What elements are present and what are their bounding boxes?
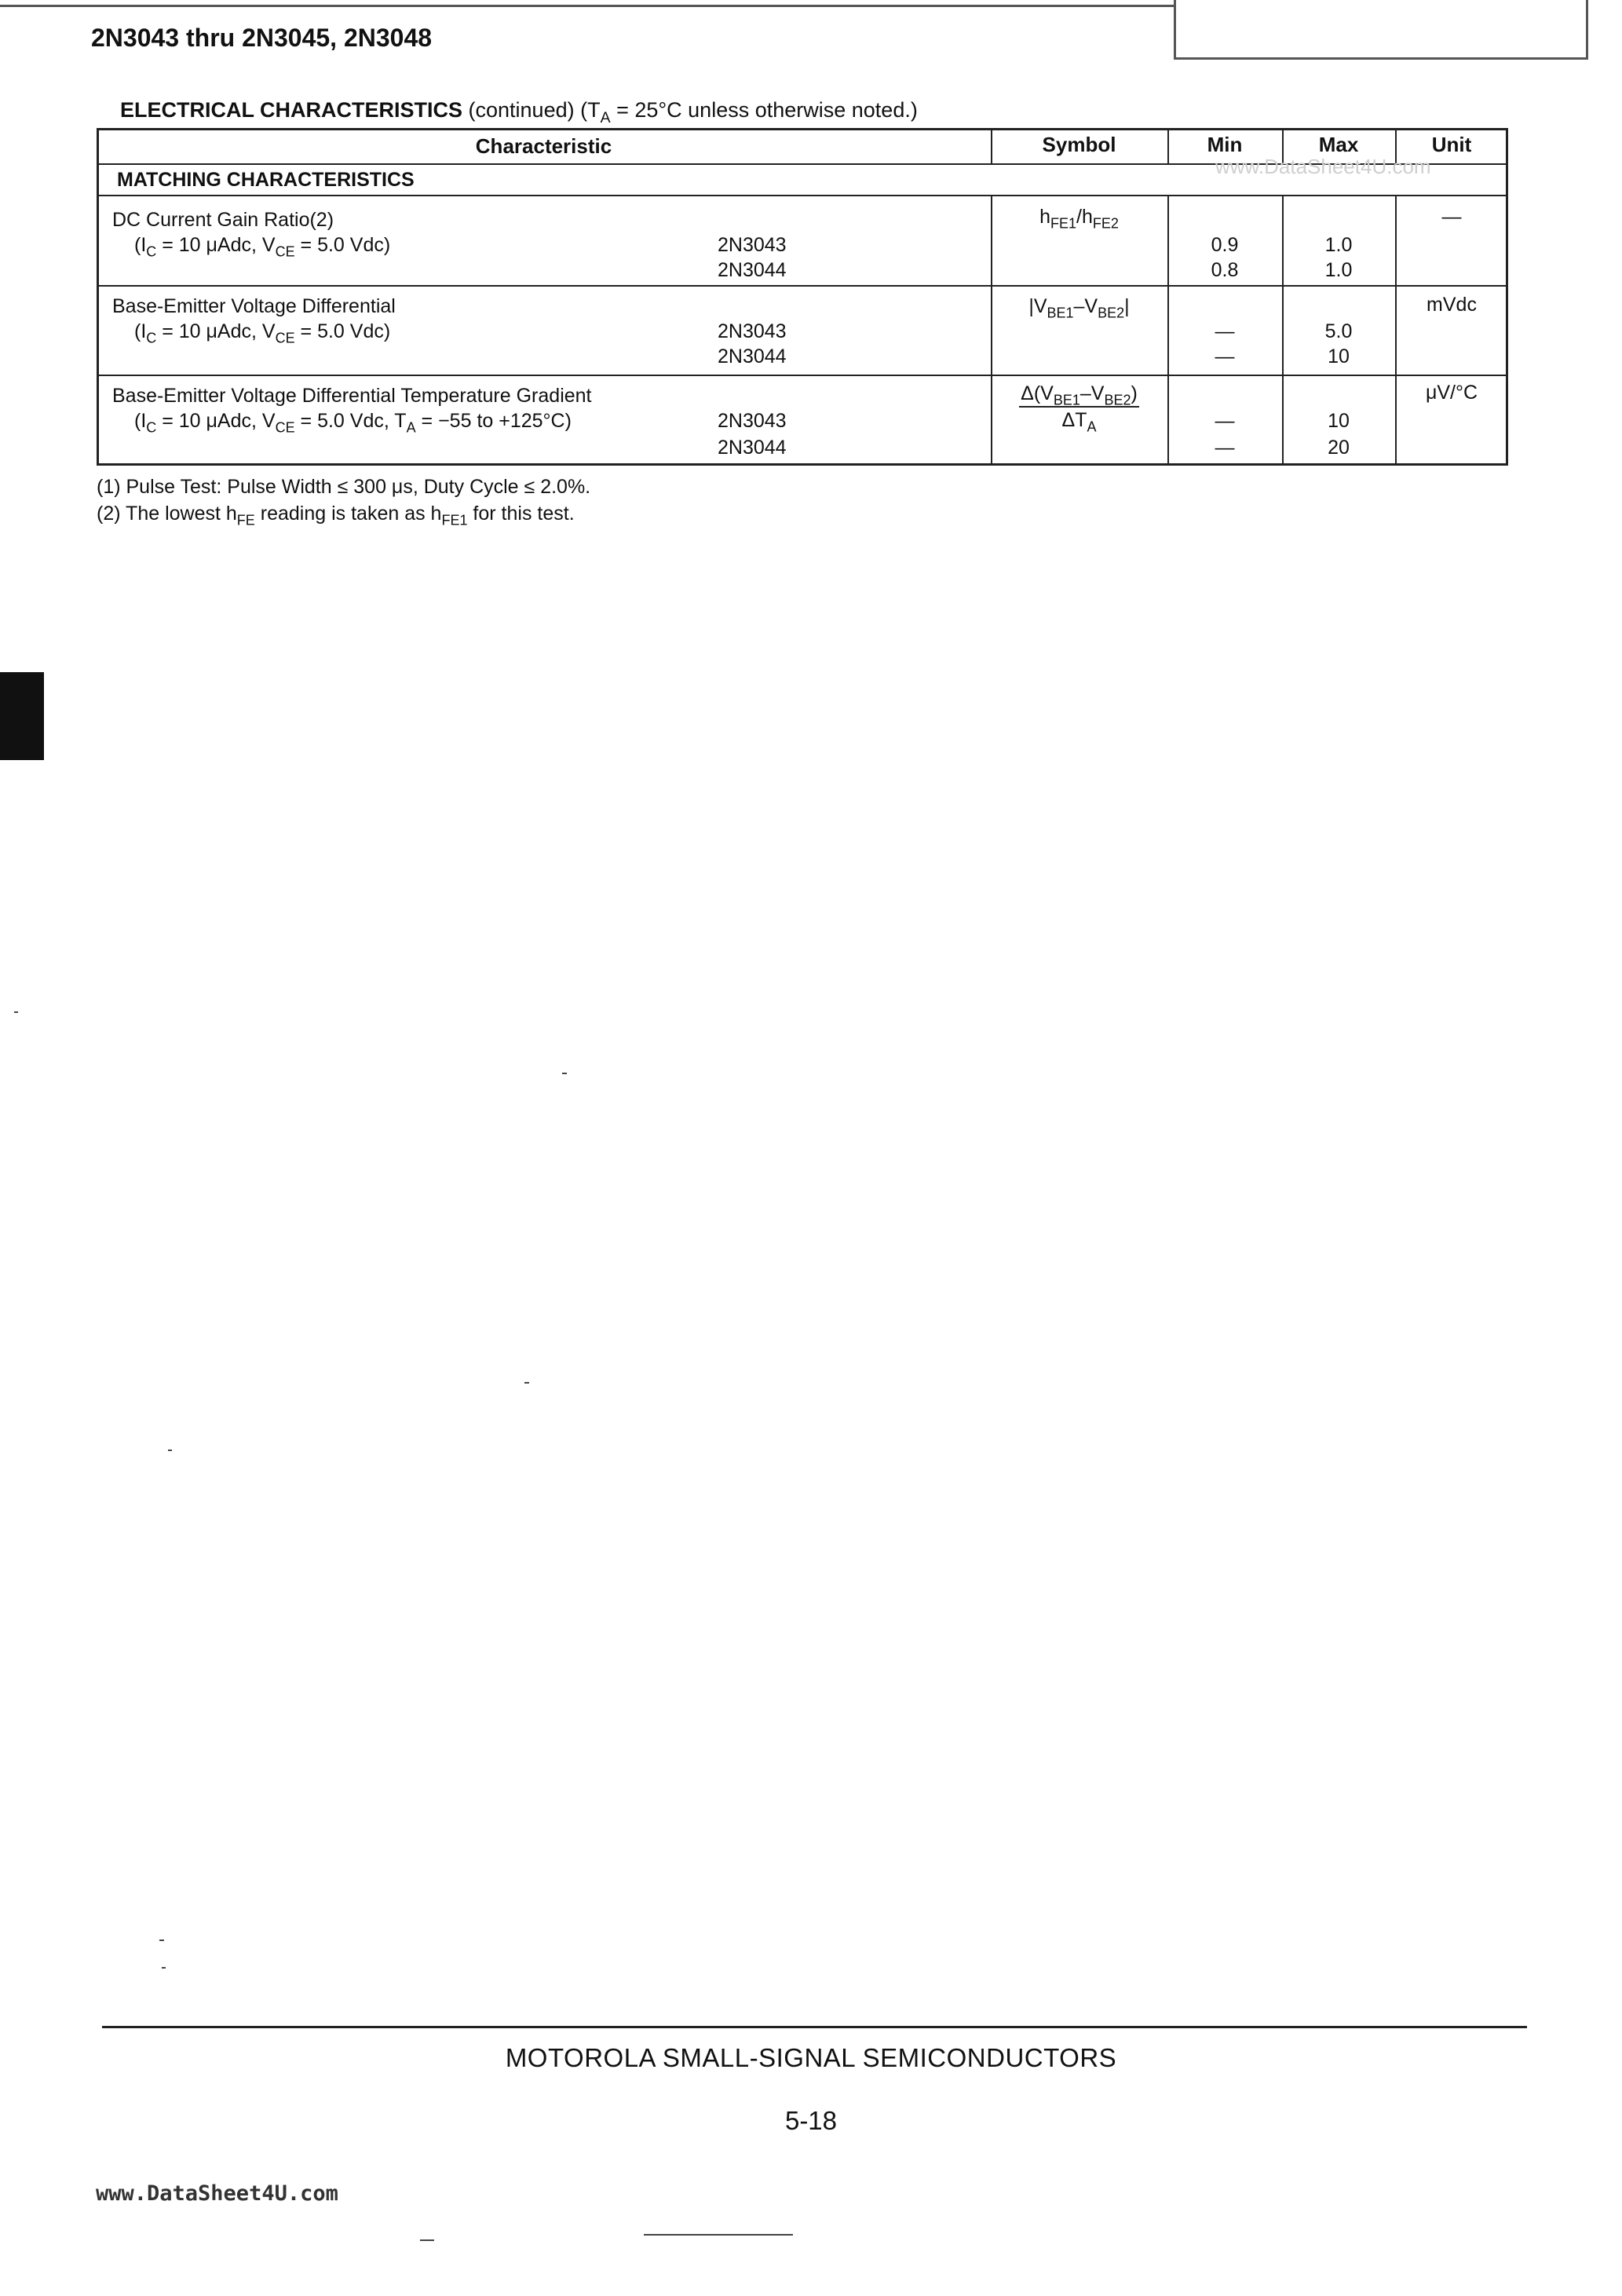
row2-cond-mid: = 10 μAdc, V — [156, 320, 276, 342]
page-number: 5-18 — [784, 2106, 838, 2135]
footer-publisher: MOTOROLA SMALL-SIGNAL SEMICONDUCTORS — [505, 2043, 1117, 2072]
row2-part-b: 2N3044 — [718, 345, 787, 367]
col-header-characteristic: Characteristic — [475, 134, 612, 158]
section-heading-bold: ELECTRICAL CHARACTERISTICS — [120, 98, 463, 122]
row1-symbol-a: h — [1039, 206, 1050, 228]
col-header-min: Min — [1207, 133, 1243, 156]
footnote-2-post: for this test. — [467, 503, 575, 525]
row1-conditions — [134, 233, 391, 260]
scan-speck — [562, 1073, 567, 1074]
group-label: MATCHING CHARACTERISTICS — [117, 169, 415, 191]
row1-title: DC Current Gain Ratio(2) — [112, 209, 334, 231]
row3-title: Base-Emitter Voltage Differential Temperature Gradient — [112, 385, 592, 407]
section-heading-sub: A — [600, 108, 611, 126]
row-divider-1 — [97, 285, 1508, 287]
row2-conditions — [134, 320, 391, 346]
row2-symbol-b: –V — [1073, 295, 1098, 317]
row3-cond-mid2: = 5.0 Vdc, T — [294, 410, 407, 432]
footnote-2-sub1: FE — [236, 512, 255, 528]
row3-cond-sub2: CE — [275, 419, 295, 436]
page-title: 2N3043 thru 2N3045, 2N3048 — [91, 24, 433, 52]
row2-symbol-a-sub: BE1 — [1047, 305, 1074, 321]
row1-cond-pre: (I — [134, 234, 147, 256]
row3-conditions — [134, 409, 572, 436]
scan-speck — [524, 1382, 529, 1384]
row3-symbol-numerator — [1019, 381, 1139, 408]
row3-unit: μV/°C — [1425, 382, 1478, 404]
col-divider-unit — [1395, 195, 1397, 466]
footnote-2-sub2: FE1 — [441, 512, 468, 528]
row3-cond-post: = −55 to +125°C) — [415, 410, 572, 432]
row1-max-b: 1.0 — [1324, 259, 1353, 281]
row2-symbol-end: | — [1124, 295, 1130, 317]
scan-speck — [644, 2234, 793, 2236]
scan-speck — [159, 1940, 164, 1941]
row3-part-a: 2N3043 — [718, 410, 787, 432]
section-heading — [120, 98, 918, 126]
col-header-symbol: Symbol — [1042, 133, 1116, 156]
row3-min-b: — — [1215, 437, 1235, 459]
row1-symbol-b: /h — [1076, 206, 1093, 228]
footer-rule — [102, 2026, 1527, 2028]
row1-part-a: 2N3043 — [718, 234, 787, 256]
row3-symbol-den: ΔT — [1061, 409, 1087, 431]
row2-cond-sub2: CE — [275, 330, 295, 346]
row3-symbol-num-a: Δ(V — [1021, 382, 1054, 404]
row1-min-a: 0.9 — [1211, 234, 1239, 256]
row1-symbol-a-sub: FE1 — [1050, 215, 1077, 232]
row3-min-a: — — [1215, 410, 1235, 432]
row3-symbol-num-end: ) — [1131, 382, 1138, 404]
scan-speck — [162, 1967, 166, 1969]
row2-cond-pre: (I — [134, 320, 147, 342]
row2-symbol-a: |V — [1028, 295, 1047, 317]
footnote-2 — [97, 500, 590, 527]
col-header-unit: Unit — [1431, 133, 1472, 156]
footnote-2-pre: (2) The lowest h — [97, 503, 237, 525]
row1-cond-post: = 5.0 Vdc) — [294, 234, 391, 256]
row2-part-a: 2N3043 — [718, 320, 787, 342]
footer-watermark: www.DataSheet4U.com — [96, 2181, 338, 2206]
row2-min-b: — — [1215, 345, 1235, 367]
row3-cond-mid: = 10 μAdc, V — [156, 410, 276, 432]
row2-symbol-b-sub: BE2 — [1098, 305, 1125, 321]
row1-min-b: 0.8 — [1211, 259, 1239, 281]
group-divider — [97, 195, 1508, 196]
row3-max-b: 20 — [1328, 437, 1350, 459]
row3-symbol-num-b: –V — [1080, 382, 1105, 404]
row3-cond-sub1: C — [146, 419, 157, 436]
scan-speck — [14, 1011, 18, 1013]
row1-cond-sub2: CE — [275, 243, 295, 260]
row1-part-b: 2N3044 — [718, 259, 787, 281]
section-heading-pre: (continued) (T — [462, 98, 601, 122]
row3-cond-sub3: A — [406, 419, 416, 436]
footnote-2-mid: reading is taken as h — [254, 503, 442, 525]
row2-title: Base-Emitter Voltage Differential — [112, 295, 396, 317]
row1-max-a: 1.0 — [1324, 234, 1353, 256]
col-header-max: Max — [1318, 133, 1359, 156]
row3-cond-pre: (I — [134, 410, 147, 432]
footnotes — [97, 473, 590, 527]
row3-symbol-denominator — [1019, 408, 1139, 433]
row3-symbol-den-sub: A — [1087, 419, 1097, 435]
row2-min-a: — — [1215, 320, 1235, 342]
row-divider-2 — [97, 375, 1508, 376]
section-tab-marker — [0, 672, 44, 760]
row2-cond-post: = 5.0 Vdc) — [294, 320, 391, 342]
row1-unit: — — [1441, 206, 1462, 228]
scan-speck — [420, 2239, 434, 2241]
row3-symbol-fraction — [1019, 381, 1139, 433]
footnote-1: (1) Pulse Test: Pulse Width ≤ 300 μs, Duty Cycle ≤ 2.0%. — [97, 476, 591, 498]
row3-part-b: 2N3044 — [718, 437, 787, 459]
corner-tab-box — [1174, 0, 1588, 60]
section-heading-post: = 25°C unless otherwise noted.) — [610, 98, 918, 122]
scan-speck — [168, 1450, 172, 1451]
row2-max-a: 5.0 — [1324, 320, 1353, 342]
row1-symbol — [991, 205, 1167, 232]
row2-symbol — [991, 294, 1167, 321]
row2-cond-sub1: C — [146, 330, 157, 346]
row3-max-a: 10 — [1328, 410, 1350, 432]
row1-cond-sub1: C — [146, 243, 157, 260]
top-rule — [0, 5, 1174, 7]
row2-unit: mVdc — [1427, 294, 1477, 316]
row3-symbol — [991, 381, 1167, 433]
row2-max-b: 10 — [1328, 345, 1350, 367]
row3-symbol-num-sub1: BE1 — [1053, 392, 1080, 408]
row1-cond-mid: = 10 μAdc, V — [156, 234, 276, 256]
row3-symbol-num-sub2: BE2 — [1104, 392, 1131, 408]
row1-symbol-b-sub: FE2 — [1092, 215, 1119, 232]
table-watermark: www.DataSheet4U.com — [1215, 155, 1431, 178]
